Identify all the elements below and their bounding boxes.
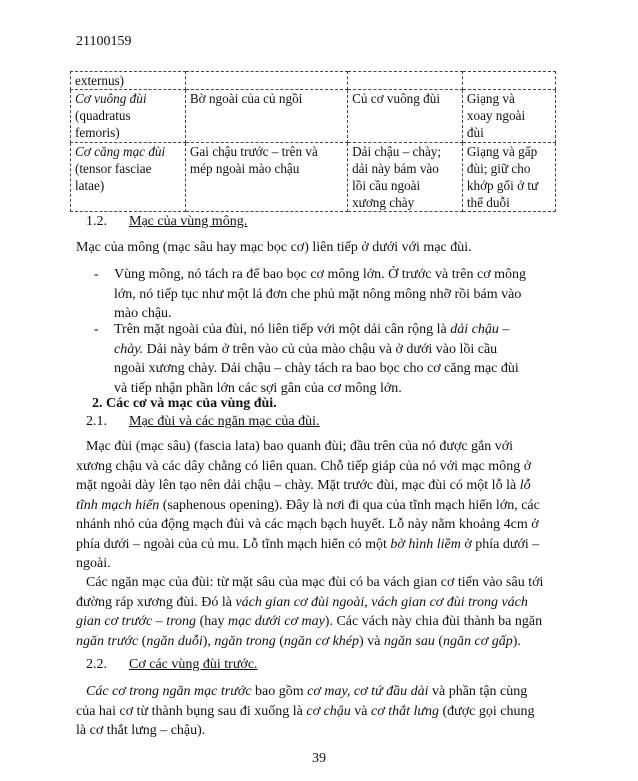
list-item: - Vùng mông, nó tách ra để bao bọc cơ mông lớn. Ở trước và trên cơ mông lớn, nó tiếp tục như một lá đơn che phủ mặt nông mông nhỡ rồi bám vào mào chậu. bbox=[94, 267, 526, 321]
table-cell bbox=[462, 72, 555, 90]
section-heading-2-2: 2.2. Cơ các vùng đùi trước. bbox=[86, 657, 258, 672]
page-number: 39 bbox=[312, 751, 326, 766]
table-cell: Dải chậu – chày; dải này bám vào lồi cầu ngoài xương chày bbox=[348, 143, 463, 212]
table-cell: Bờ ngoài của củ ngồi bbox=[185, 90, 347, 143]
paragraph-fascia-lata: Mạc đùi (mạc sâu) (fascia lata) bao quanh đùi; đầu trên của nó được gắn với xương chậu và các dây chằng có liên quan. Chỗ tiếp giáp của nó với mạc mông ở mặt ngoài dày lên tạo nên dải chậu – chày. Mặt trước đùi, mạc đùi có một lỗ là lỗ tĩnh mạch hiển (saphenous opening). Đây là nơi đi qua của tĩnh mạch hiển lớn, các nhánh nhỏ của động mạch đùi và các mạch bạch huyết. Lỗ này nằm khoảng 4cm ở phía dưới – ngoài của củ mu. Lỗ tĩnh mạch hiển có một bờ hình liềm ở phía dưới – ngoài. bbox=[76, 439, 540, 571]
table-cell: Giạng và gấp đùi; giữ cho khớp gối ở tư thế duỗi bbox=[462, 143, 555, 212]
table-cell bbox=[185, 72, 347, 90]
table-cell: Củ cơ vuông đùi bbox=[348, 90, 463, 143]
table-row bbox=[71, 90, 556, 143]
table-row bbox=[71, 143, 556, 212]
section-heading-2: 2. Các cơ và mạc của vùng đùi. bbox=[92, 396, 277, 411]
page-id: 21100159 bbox=[76, 34, 132, 49]
table-row bbox=[71, 72, 556, 90]
paragraph-gluteal-fascia: Mạc của mông (mạc sâu hay mạc bọc cơ) liên tiếp ở dưới với mạc đùi. bbox=[76, 240, 472, 255]
table-cell bbox=[348, 72, 463, 90]
table-cell: Giạng và xoay ngoài đùi bbox=[462, 90, 555, 143]
paragraph-anterior-muscles: Các cơ trong ngăn mạc trước bao gồm cơ may, cơ tứ đầu dài và phần tận cùng của hai cơ từ thành bụng sau đi xuống là cơ chậu và cơ thắt lưng (được gọi chung là cơ thắt lưng – chậu). bbox=[76, 684, 535, 738]
table-cell: externus) bbox=[71, 72, 186, 90]
section-heading-1-2: 1.2. Mạc của vùng mông. bbox=[86, 214, 248, 229]
table-cell: Cơ căng mạc đùi (tensor fasciae latae) bbox=[71, 143, 186, 212]
section-heading-2-1: 2.1. Mạc đùi và các ngăn mạc của đùi. bbox=[86, 414, 320, 429]
table-cell: Gai chậu trước – trên và mép ngoài mào chậu bbox=[185, 143, 347, 212]
table-cell: Cơ vuông đùi (quadratus femoris) bbox=[71, 90, 186, 143]
paragraph-compartments: Các ngăn mạc của đùi: từ mặt sâu của mạc đùi có ba vách gian cơ tiến vào sâu tới đường ráp xương đùi. Đó là vách gian cơ đùi ngoài, vách gian cơ đùi trong vách gian cơ trước – trong (hay mạc dưới cơ may). Các vách này chia đùi thành ba ngăn ngăn trước (ngăn duỗi), ngăn trong (ngăn cơ khép) và ngăn sau (ngăn cơ gấp). bbox=[76, 575, 544, 649]
muscle-table bbox=[70, 71, 556, 212]
list-item: - Trên mặt ngoài của đùi, nó liên tiếp với một dải cân rộng là dải chậu – chày. Dải này bám ở trên vào củ của mào chậu và ở dưới vào lồi cầu ngoài xương chày. Dải chậu – chày tách ra bao bọc cho cơ căng mạc đùi và tiếp nhận phần lớn các sợi gân của cơ mông lớn. bbox=[94, 322, 519, 396]
